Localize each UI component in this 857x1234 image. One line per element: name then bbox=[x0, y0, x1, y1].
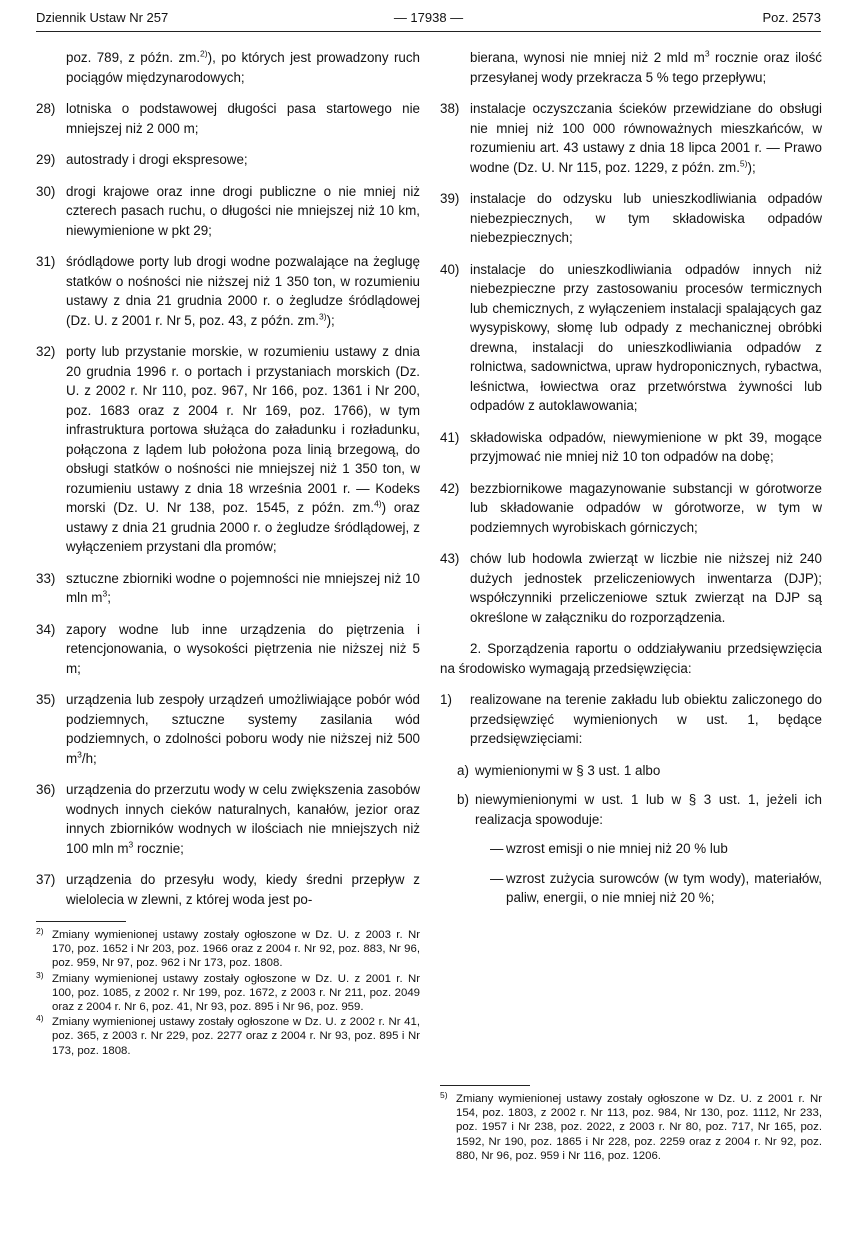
list-item-33: 33) sztuczne zbiorniki wodne o pojemności nie mniejszej niż 10 mln $m^3$; bbox=[36, 570, 420, 605]
dash-item-emission: — wzrost emisji o nie mniej niż 20 % lub bbox=[490, 841, 728, 856]
list-item-sec2-1: 1) realizowane na terenie zakładu lub obiektu zaliczonego do przedsięwzięć wymienionych w ust. 1, będące przedsięwzięciami: bbox=[440, 692, 822, 746]
position-number: Poz. 2573 bbox=[762, 10, 821, 25]
list-item-31: 31) śródlądowe porty lub drogi wodne pozwalające na żeglugę statków o nośności nie niższej niż 1 350 ton, w rozumieniu ustawy z dnia 21 grudnia 2000 r. o żegludze śródlądowej (Dz. U. z 2001 r. Nr 5, poz. 43, z późn. zm.$^{3)}$); bbox=[36, 254, 420, 328]
right-column bbox=[440, 48, 822, 918]
list-item-35: 35) urządzenia lub zespoły urządzeń umożliwiające pobór wód podziemnych, sztuczne systemy zasilania wód podziemnych, o zdolności poboru wody nie niższej niż 500 $m^3/h$; bbox=[36, 692, 420, 766]
footnote-rule-left bbox=[36, 921, 126, 922]
header-rule bbox=[36, 31, 821, 32]
list-item-43: 43) chów lub hodowla zwierząt w liczbie nie niższej niż 240 dużych jednostek przeliczeniowych inwentarza (DJP); współczynniki przeliczeniowe sztuk zwierząt na DJP są określone w załączniku do rozporządzenia. bbox=[440, 551, 822, 625]
list-item-30: 30) drogi krajowe oraz inne drogi publiczne o nie mniej niż czterech pasach ruchu, o długości nie mniejszej niż 10 km, niewymienione w pkt 29; bbox=[36, 183, 420, 238]
journal-title: Dziennik Ustaw Nr 257 bbox=[36, 10, 169, 25]
list-item-29: 29) autostrady i drogi ekspresowe; bbox=[36, 152, 248, 167]
item-37-continuation: bierana, wynosi nie mniej niż 2 mld $m^3$ rocznie oraz ilość przesyłanej wody przekracza 5 % tego przepływu; bbox=[470, 48, 822, 85]
page-header bbox=[36, 10, 821, 32]
list-item-28: 28) lotniska o podstawowej długości pasa startowego nie mniejszej niż 2 000 m; bbox=[36, 101, 420, 136]
list-item-41: 41) składowiska odpadów, niewymienione w pkt 39, mogące przyjmować nie mniej niż 10 ton odpadów na dobę; bbox=[440, 429, 822, 464]
page-number: — 17938 — bbox=[393, 10, 464, 25]
list-item-32: 32) porty lub przystanie morskie, w rozumieniu ustawy z dnia 20 grudnia 1996 r. o portach i przystaniach morskich (Dz. U. z 2002 r. Nr 110, poz. 967, Nr 166, poz. 1361 i Nr 200, poz. 1683 oraz z 2004 r. Nr 169, poz. 1766), w tym infrastruktura portowa służąca do załadunku i rozładunku, połączona z lądem lub położona poza linią brzegową, do obsługi statków o nośności nie mniejszej niż 1 350 ton, w rozumieniu ustawy z dnia 18 września 2001 r. — Kodeks morski (Dz. U. Nr 138, poz. 1545, z późn. zm.$^{4)}$) oraz ustawy z dnia 21 grudnia 2000 r. o żegludze śródlądowej, z wyłączeniem przystani dla promów; bbox=[36, 344, 420, 554]
list-item-38: 38) instalacje oczyszczania ścieków przewidziane do obsługi nie mniej niż 100 000 równoważnych mieszkańców, w rozumieniu art. 43 ustawy z dnia 18 lipca 2001 r. — Prawo wodne (Dz. U. Nr 115, poz. 1229, z późn. zm.$^{5)}$); bbox=[440, 101, 822, 175]
list-item-39: 39) instalacje do odzysku lub unieszkodliwiania odpadów niebezpiecznych, w tym składowiska odpadów niebezpiecznych; bbox=[440, 191, 822, 245]
footnotes-right bbox=[440, 1092, 822, 1164]
list-item-sec2-a: a) wymienionymi w § 3 ust. 1 albo bbox=[457, 762, 661, 778]
item-27-continuation: poz. 789, z późn. zm.$^{2)}$), po których jest prowadzony ruch pociągów międzynarodowych; bbox=[66, 48, 420, 85]
list-item-36: 36) urządzenia do przerzutu wody w celu zwiększenia zasobów wodnych innych cieków naturalnych, kanałów, jezior oraz innych zbiorników wodnych w ilościach nie mniejszych niż 100 mln $m^3$ rocznie; bbox=[36, 782, 420, 856]
footnote-4: 4) Zmiany wymienionej ustawy zostały ogłoszone w Dz. U. z 2002 r. Nr 41, poz. 365, z 2003 r. Nr 229, poz. 2277 oraz z 2004 r. Nr 93, poz. 895 i Nr 173, poz. 1808. bbox=[36, 1013, 420, 1057]
footnotes-left bbox=[36, 928, 420, 1059]
section-2-paragraph: 2. Sporządzenia raportu o oddziaływaniu przedsięwzięcia na środowisko wymagają przedsięwzięcia: bbox=[440, 641, 822, 676]
list-item-42: 42) bezzbiornikowe magazynowanie substancji w górotworze lub składowanie odpadów w górotworze, w tym w podziemnych wyrobiskach górniczych; bbox=[440, 480, 822, 535]
footnote-2: 2) Zmiany wymienionej ustawy zostały ogłoszone w Dz. U. z 2003 r. Nr 170, poz. 1652 i Nr 203, poz. 1966 oraz z 2004 r. Nr 92, poz. 883, Nr 96, poz. 959, Nr 97, poz. 962 i Nr 173, poz. 1808. bbox=[36, 926, 420, 970]
footnote-3: 3) Zmiany wymienionej ustawy zostały ogłoszone w Dz. U. z 2001 r. Nr 100, poz. 1085, z 2002 r. Nr 199, poz. 1672, z 2003 r. Nr 211, poz. 2049 oraz z 2004 r. Nr 6, poz. 41, Nr 93, poz. 895 i Nr 96, poz. 959. bbox=[36, 969, 420, 1014]
footnote-rule-right bbox=[440, 1085, 530, 1086]
list-item-sec2-b: b) niewymienionymi w ust. 1 lub w § 3 ust. 1, jeżeli ich realizacja spowoduje: bbox=[457, 792, 822, 827]
dash-item-consumption: — wzrost zużycia surowców (w tym wody), materiałów, paliw, energii, o nie mniej niż 20 %; bbox=[490, 870, 822, 905]
list-item-40: 40) instalacje do unieszkodliwiania odpadów innych niż niebezpieczne przy zastosowaniu procesów termicznych lub chemicznych, z wyłączeniem instalacji spalających gaz wysypiskowy, słomę lub odpady z mechanicznej obróbki drewna, instalacji do unieszkodliwiania odpadów z rolnictwa, sadownictwa, upraw hydroponicznych, rybactwa, leśnictwa, łowiectwa oraz przetwórstwa żywności lub odpadów z autoklawowania; bbox=[440, 261, 822, 413]
list-item-34: 34) zapory wodne lub inne urządzenia do piętrzenia i retencjonowania, o wysokości piętrzenia nie niższej niż 5 m; bbox=[36, 621, 420, 676]
left-column bbox=[36, 48, 420, 921]
list-item-37: 37) urządzenia do przesyłu wody, kiedy średni przepływ z wielolecia w zlewni, z której woda jest po- bbox=[36, 872, 420, 907]
footnote-5: 5) Zmiany wymienionej ustawy zostały ogłoszone w Dz. U. z 2001 r. Nr 154, poz. 1803, z 2002 r. Nr 113, poz. 984, Nr 130, poz. 1112, Nr 233, poz. 1957 i Nr 238, poz. 2022, z 2003 r. Nr 80, poz. 717, Nr 165, poz. 1592, Nr 190, poz. 1865 i Nr 228, poz. 2259 oraz z 2004 r. Nr 92, poz. 880, Nr 96, poz. 959 i Nr 116, poz. 1206. bbox=[440, 1090, 822, 1162]
